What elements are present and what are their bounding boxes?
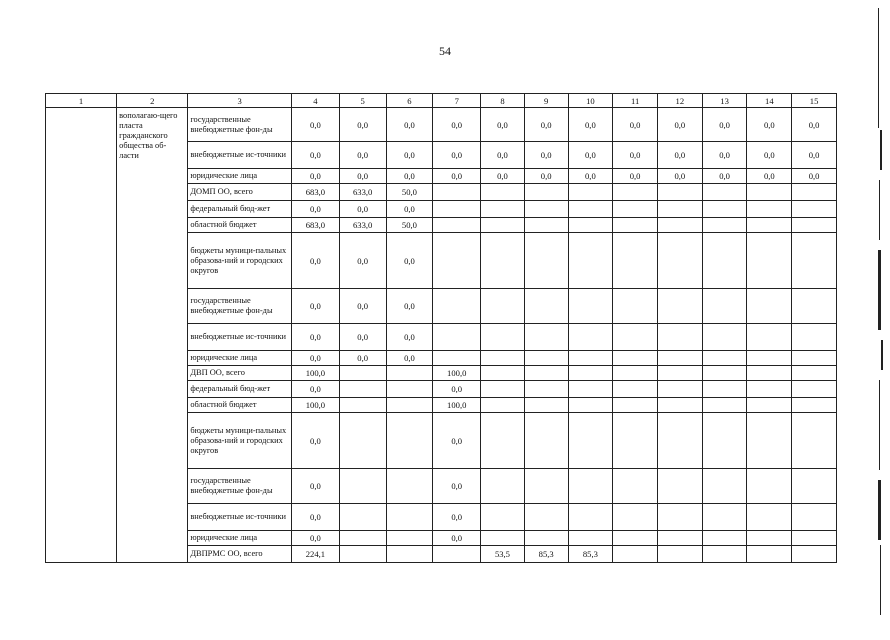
row-label: внебюджетные ис-точники xyxy=(188,324,292,351)
value-cell xyxy=(524,504,568,531)
value-cell xyxy=(524,233,568,289)
value-cell: 0,0 xyxy=(386,324,433,351)
value-cell: 85,3 xyxy=(524,546,568,563)
value-cell: 0,0 xyxy=(433,169,481,184)
value-cell: 0,0 xyxy=(524,142,568,169)
value-cell xyxy=(568,531,613,546)
value-cell: 0,0 xyxy=(433,469,481,504)
value-cell: 0,0 xyxy=(657,142,702,169)
value-cell xyxy=(524,469,568,504)
value-cell: 0,0 xyxy=(292,531,340,546)
value-cell: 0,0 xyxy=(292,413,340,469)
value-cell xyxy=(524,324,568,351)
value-cell: 0,0 xyxy=(386,233,433,289)
value-cell xyxy=(792,289,837,324)
table-row xyxy=(46,108,837,142)
value-cell xyxy=(613,381,658,398)
value-cell: 100,0 xyxy=(292,366,340,381)
scan-mark xyxy=(879,380,880,470)
value-cell: 633,0 xyxy=(339,184,386,201)
value-cell xyxy=(657,351,702,366)
value-cell: 0,0 xyxy=(339,108,386,142)
column-header: 4 xyxy=(292,94,340,108)
column-header: 15 xyxy=(792,94,837,108)
value-cell xyxy=(792,413,837,469)
value-cell xyxy=(433,218,481,233)
value-cell xyxy=(568,324,613,351)
value-cell xyxy=(702,201,747,218)
value-cell xyxy=(702,381,747,398)
value-cell xyxy=(433,546,481,563)
value-cell xyxy=(481,381,525,398)
value-cell: 0,0 xyxy=(792,142,837,169)
row-label: государственные внебюджетные фон-ды xyxy=(188,289,292,324)
value-cell: 0,0 xyxy=(792,108,837,142)
value-cell xyxy=(433,351,481,366)
value-cell xyxy=(747,289,792,324)
value-cell xyxy=(657,366,702,381)
value-cell: 0,0 xyxy=(292,289,340,324)
scan-mark xyxy=(879,180,880,240)
value-cell xyxy=(524,201,568,218)
value-cell: 0,0 xyxy=(568,169,613,184)
value-cell xyxy=(339,469,386,504)
value-cell xyxy=(792,218,837,233)
value-cell xyxy=(386,546,433,563)
value-cell: 0,0 xyxy=(613,108,658,142)
value-cell xyxy=(747,413,792,469)
value-cell xyxy=(657,218,702,233)
value-cell xyxy=(568,184,613,201)
row-label: государственные внебюджетные фон-ды xyxy=(188,108,292,142)
value-cell xyxy=(613,531,658,546)
value-cell xyxy=(613,469,658,504)
value-cell xyxy=(613,289,658,324)
value-cell xyxy=(657,289,702,324)
value-cell: 0,0 xyxy=(292,469,340,504)
value-cell xyxy=(792,546,837,563)
value-cell xyxy=(747,531,792,546)
value-cell: 683,0 xyxy=(292,218,340,233)
value-cell xyxy=(702,398,747,413)
value-cell xyxy=(657,531,702,546)
value-cell xyxy=(747,233,792,289)
value-cell xyxy=(568,413,613,469)
value-cell xyxy=(568,504,613,531)
value-cell xyxy=(613,218,658,233)
value-cell: 0,0 xyxy=(433,504,481,531)
value-cell: 0,0 xyxy=(613,169,658,184)
value-cell xyxy=(747,201,792,218)
value-cell: 0,0 xyxy=(433,531,481,546)
value-cell: 0,0 xyxy=(481,108,525,142)
value-cell xyxy=(386,504,433,531)
value-cell: 0,0 xyxy=(524,108,568,142)
value-cell xyxy=(702,366,747,381)
value-cell: 0,0 xyxy=(386,142,433,169)
value-cell xyxy=(568,218,613,233)
value-cell: 0,0 xyxy=(292,504,340,531)
value-cell xyxy=(657,184,702,201)
value-cell: 0,0 xyxy=(386,108,433,142)
value-cell xyxy=(481,413,525,469)
value-cell: 0,0 xyxy=(792,169,837,184)
value-cell: 0,0 xyxy=(339,169,386,184)
value-cell: 0,0 xyxy=(386,289,433,324)
scan-edge-marks xyxy=(876,0,890,640)
row-label: областной бюджет xyxy=(188,218,292,233)
value-cell xyxy=(747,504,792,531)
value-cell xyxy=(481,201,525,218)
scan-mark xyxy=(878,250,881,330)
value-cell: 0,0 xyxy=(433,381,481,398)
value-cell xyxy=(613,184,658,201)
value-cell: 85,3 xyxy=(568,546,613,563)
value-cell xyxy=(481,504,525,531)
row-label: федеральный бюд-жет xyxy=(188,201,292,218)
value-cell: 0,0 xyxy=(747,108,792,142)
value-cell: 0,0 xyxy=(386,201,433,218)
column-header: 7 xyxy=(433,94,481,108)
value-cell xyxy=(792,351,837,366)
row-label: федеральный бюд-жет xyxy=(188,381,292,398)
value-cell xyxy=(747,218,792,233)
value-cell xyxy=(524,413,568,469)
value-cell: 0,0 xyxy=(433,142,481,169)
value-cell xyxy=(702,184,747,201)
value-cell xyxy=(702,218,747,233)
value-cell: 100,0 xyxy=(292,398,340,413)
value-cell xyxy=(386,469,433,504)
row-label: ДВПРМС ОО, всего xyxy=(188,546,292,563)
value-cell xyxy=(792,531,837,546)
value-cell: 224,1 xyxy=(292,546,340,563)
value-cell xyxy=(657,324,702,351)
value-cell xyxy=(702,469,747,504)
row-label: бюджеты муници-пальных образова-ний и городских округов xyxy=(188,413,292,469)
scan-mark xyxy=(881,340,883,370)
value-cell: 0,0 xyxy=(657,169,702,184)
value-cell xyxy=(339,504,386,531)
value-cell xyxy=(568,201,613,218)
value-cell xyxy=(568,469,613,504)
value-cell: 0,0 xyxy=(339,142,386,169)
value-cell xyxy=(792,469,837,504)
value-cell: 0,0 xyxy=(292,351,340,366)
column-header: 10 xyxy=(568,94,613,108)
value-cell: 0,0 xyxy=(568,108,613,142)
value-cell: 0,0 xyxy=(292,169,340,184)
value-cell: 0,0 xyxy=(339,233,386,289)
value-cell xyxy=(613,351,658,366)
value-cell: 0,0 xyxy=(339,201,386,218)
value-cell xyxy=(792,366,837,381)
value-cell xyxy=(524,184,568,201)
column-header: 6 xyxy=(386,94,433,108)
value-cell: 0,0 xyxy=(481,169,525,184)
value-cell xyxy=(481,398,525,413)
value-cell: 0,0 xyxy=(747,142,792,169)
value-cell xyxy=(433,184,481,201)
value-cell: 0,0 xyxy=(524,169,568,184)
value-cell xyxy=(568,398,613,413)
scan-mark xyxy=(880,545,881,615)
column-header: 9 xyxy=(524,94,568,108)
value-cell: 53,5 xyxy=(481,546,525,563)
value-cell xyxy=(747,184,792,201)
value-cell xyxy=(657,504,702,531)
scan-mark xyxy=(878,8,879,128)
value-cell xyxy=(524,289,568,324)
value-cell: 0,0 xyxy=(292,108,340,142)
row-label: областной бюджет xyxy=(188,398,292,413)
value-cell: 683,0 xyxy=(292,184,340,201)
row-label: внебюджетные ис-точники xyxy=(188,142,292,169)
value-cell xyxy=(339,546,386,563)
value-cell: 0,0 xyxy=(481,142,525,169)
value-cell: 100,0 xyxy=(433,366,481,381)
value-cell xyxy=(386,413,433,469)
value-cell xyxy=(657,413,702,469)
value-cell xyxy=(702,289,747,324)
value-cell xyxy=(702,233,747,289)
value-cell: 633,0 xyxy=(339,218,386,233)
value-cell xyxy=(747,351,792,366)
row-label: государственные внебюджетные фон-ды xyxy=(188,469,292,504)
value-cell xyxy=(613,413,658,469)
value-cell: 0,0 xyxy=(339,351,386,366)
value-cell xyxy=(339,531,386,546)
value-cell xyxy=(568,351,613,366)
value-cell xyxy=(339,381,386,398)
row-label: внебюджетные ис-точники xyxy=(188,504,292,531)
value-cell: 50,0 xyxy=(386,184,433,201)
value-cell xyxy=(792,201,837,218)
value-cell xyxy=(386,366,433,381)
column-header: 5 xyxy=(339,94,386,108)
column-header: 12 xyxy=(657,94,702,108)
value-cell: 0,0 xyxy=(292,201,340,218)
value-cell: 0,0 xyxy=(702,169,747,184)
row-label: юридические лица xyxy=(188,169,292,184)
value-cell xyxy=(613,546,658,563)
value-cell xyxy=(702,351,747,366)
value-cell: 0,0 xyxy=(386,169,433,184)
value-cell xyxy=(481,184,525,201)
value-cell xyxy=(433,201,481,218)
value-cell xyxy=(657,201,702,218)
value-cell xyxy=(568,289,613,324)
value-cell xyxy=(657,398,702,413)
value-cell xyxy=(524,531,568,546)
column-number-row xyxy=(46,94,837,108)
value-cell xyxy=(747,398,792,413)
value-cell xyxy=(433,324,481,351)
value-cell: 0,0 xyxy=(433,108,481,142)
value-cell xyxy=(481,531,525,546)
value-cell xyxy=(702,413,747,469)
value-cell xyxy=(702,546,747,563)
column-header: 14 xyxy=(747,94,792,108)
value-cell xyxy=(568,381,613,398)
value-cell xyxy=(433,289,481,324)
table-body xyxy=(46,94,837,563)
value-cell xyxy=(613,398,658,413)
value-cell: 0,0 xyxy=(292,233,340,289)
column-1-cell xyxy=(46,108,117,563)
value-cell xyxy=(792,504,837,531)
value-cell xyxy=(481,218,525,233)
value-cell xyxy=(524,351,568,366)
value-cell xyxy=(747,381,792,398)
value-cell xyxy=(433,233,481,289)
value-cell xyxy=(339,366,386,381)
page-number: 54 xyxy=(439,44,451,58)
value-cell xyxy=(613,324,658,351)
column-header: 2 xyxy=(117,94,188,108)
row-label: бюджеты муници-пальных образова-ний и городских округов xyxy=(188,233,292,289)
value-cell xyxy=(481,351,525,366)
value-cell: 0,0 xyxy=(292,381,340,398)
value-cell xyxy=(524,381,568,398)
value-cell: 0,0 xyxy=(702,142,747,169)
row-label: ДОМП ОО, всего xyxy=(188,184,292,201)
value-cell xyxy=(613,201,658,218)
column-header: 3 xyxy=(188,94,292,108)
value-cell xyxy=(613,233,658,289)
value-cell xyxy=(481,324,525,351)
value-cell xyxy=(481,233,525,289)
value-cell xyxy=(568,233,613,289)
row-label: ДВП ОО, всего xyxy=(188,366,292,381)
value-cell: 0,0 xyxy=(339,289,386,324)
value-cell: 50,0 xyxy=(386,218,433,233)
value-cell xyxy=(524,398,568,413)
value-cell: 0,0 xyxy=(568,142,613,169)
value-cell: 100,0 xyxy=(433,398,481,413)
value-cell: 0,0 xyxy=(702,108,747,142)
value-cell: 0,0 xyxy=(613,142,658,169)
value-cell xyxy=(386,398,433,413)
group-label: вополагаю-щего пласта гражданского общества об-ласти xyxy=(117,108,188,563)
value-cell xyxy=(747,324,792,351)
value-cell xyxy=(524,218,568,233)
value-cell xyxy=(792,233,837,289)
value-cell: 0,0 xyxy=(747,169,792,184)
value-cell xyxy=(568,366,613,381)
row-label: юридические лица xyxy=(188,531,292,546)
value-cell xyxy=(386,531,433,546)
value-cell xyxy=(339,413,386,469)
value-cell: 0,0 xyxy=(292,142,340,169)
scan-mark xyxy=(878,480,881,540)
value-cell: 0,0 xyxy=(433,413,481,469)
column-header: 8 xyxy=(481,94,525,108)
value-cell xyxy=(792,398,837,413)
value-cell xyxy=(481,469,525,504)
row-label: юридические лица xyxy=(188,351,292,366)
value-cell xyxy=(747,366,792,381)
value-cell: 0,0 xyxy=(339,324,386,351)
value-cell xyxy=(481,366,525,381)
value-cell xyxy=(702,324,747,351)
value-cell xyxy=(702,531,747,546)
value-cell xyxy=(613,504,658,531)
value-cell xyxy=(792,184,837,201)
value-cell xyxy=(702,504,747,531)
column-header: 13 xyxy=(702,94,747,108)
value-cell xyxy=(657,233,702,289)
value-cell xyxy=(657,381,702,398)
column-header: 1 xyxy=(46,94,117,108)
value-cell: 0,0 xyxy=(386,351,433,366)
scan-mark xyxy=(880,130,882,170)
budget-table xyxy=(45,93,837,563)
value-cell xyxy=(339,398,386,413)
value-cell xyxy=(386,381,433,398)
value-cell xyxy=(747,546,792,563)
value-cell: 0,0 xyxy=(292,324,340,351)
column-header: 11 xyxy=(613,94,658,108)
value-cell xyxy=(524,366,568,381)
value-cell xyxy=(657,469,702,504)
value-cell xyxy=(481,289,525,324)
value-cell: 0,0 xyxy=(657,108,702,142)
value-cell xyxy=(747,469,792,504)
value-cell xyxy=(657,546,702,563)
value-cell xyxy=(792,381,837,398)
value-cell xyxy=(613,366,658,381)
value-cell xyxy=(792,324,837,351)
